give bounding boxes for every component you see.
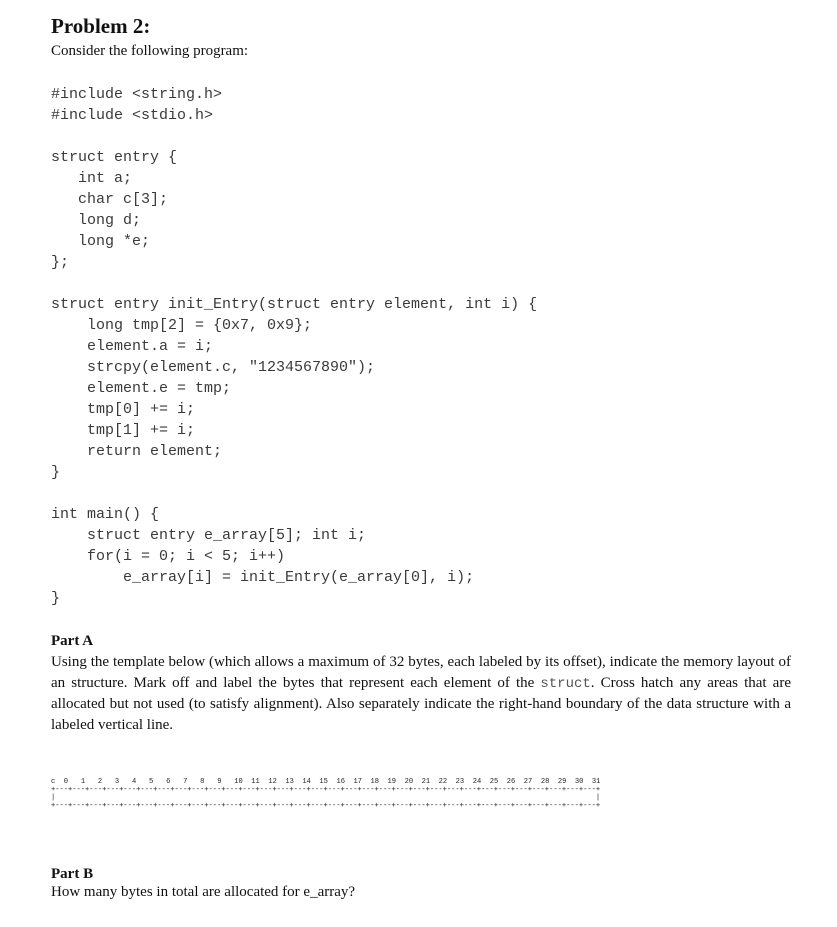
- byte-offset-label: 13: [285, 778, 294, 786]
- byte-offset-label: 2: [97, 778, 103, 786]
- byte-offset-label: 0: [63, 778, 69, 786]
- code-line: strcpy(element.c, "1234567890");: [51, 359, 376, 376]
- byte-offset-label: 18: [370, 778, 380, 786]
- code-line: #include <string.h>: [51, 86, 223, 103]
- part-b-heading: Part B: [51, 866, 94, 882]
- part-a-instructions: [51, 652, 791, 735]
- byte-offset-label: 1: [80, 778, 86, 786]
- code-listing: [51, 84, 537, 609]
- code-line: element.e = tmp;: [51, 380, 232, 397]
- code-line: #include <stdio.h>: [51, 107, 214, 124]
- code-line: }: [51, 464, 61, 481]
- byte-offset-label: 24: [472, 778, 482, 786]
- byte-offset-label: 3: [114, 778, 120, 786]
- byte-offset-label: 4: [131, 778, 137, 786]
- template-border: +---+---+---+---+---+---+---+---+---+---+---+---+---+---+---+---+---+---+---+---+---+---+---+---+---+---+---+---+---+---+---+---+: [51, 786, 601, 794]
- code-line: long d;: [51, 212, 142, 229]
- problem-title: Problem 2:: [51, 14, 151, 38]
- code-line: long *e;: [51, 233, 151, 250]
- problem-intro: Consider the following program:: [51, 43, 249, 59]
- struct-keyword: struct: [540, 675, 591, 692]
- byte-offset-label: 9: [217, 778, 222, 786]
- byte-offset-label: 17: [353, 778, 362, 786]
- byte-offset-label: 25: [489, 778, 499, 786]
- template-border: +---+---+---+---+---+---+---+---+---+---+---+---+---+---+---+---+---+---+---+---+---+---+---+---+---+---+---+---+---+---+---+---+: [51, 802, 601, 810]
- byte-offset-label: 7: [183, 778, 188, 786]
- byte-offset-label: 11: [251, 778, 260, 786]
- code-line: char c[3];: [51, 191, 169, 208]
- template-cell-row: | |: [51, 794, 601, 802]
- byte-offset-label: 26: [506, 778, 516, 786]
- offset-prefix: c: [51, 778, 56, 786]
- code-line: struct entry init_Entry(struct entry element, int i) {: [51, 296, 538, 313]
- byte-offset-label: 27: [523, 778, 533, 786]
- byte-offset-label: 31: [591, 778, 601, 786]
- code-line: }: [51, 590, 61, 607]
- code-line: };: [51, 254, 70, 271]
- code-line: tmp[0] += i;: [51, 401, 196, 418]
- byte-offset-label: 23: [455, 778, 465, 786]
- byte-offset-label: 20: [404, 778, 414, 786]
- part-a-heading: Part A: [51, 633, 94, 649]
- memory-layout-template: [51, 778, 600, 810]
- byte-offset-label: 5: [149, 778, 154, 786]
- code-line: e_array[i] = init_Entry(e_array[0], i);: [51, 569, 475, 586]
- part-a-text-after: . Cross hatch any areas that are allocated but not used (to satisfy alignment). Also separately indicate the right-hand boundary of the data structure with a labeled vertical line.: [51, 674, 791, 733]
- byte-offset-label: 8: [200, 778, 205, 786]
- code-line: int main() {: [51, 506, 160, 523]
- byte-offset-label: 6: [166, 778, 171, 786]
- byte-offset-label: 19: [387, 778, 397, 786]
- byte-offset-label: 14: [302, 778, 311, 786]
- code-line: for(i = 0; i < 5; i++): [51, 548, 286, 565]
- code-line: element.a = i;: [51, 338, 214, 355]
- code-line: struct entry e_array[5]; int i;: [51, 527, 367, 544]
- byte-offset-label: 15: [319, 778, 328, 786]
- part-b-question: How many bytes in total are allocated for e_array?: [51, 884, 356, 900]
- code-line: int a;: [51, 170, 133, 187]
- part-a-text-before: Using the template below (which allows a maximum of 32 bytes, each labeled by its offset), indicate the memory layout of an structure. Mark off and label the bytes that represent each element of the: [51, 654, 791, 691]
- byte-offset-label: 30: [574, 778, 584, 786]
- byte-offset-label: 28: [540, 778, 550, 786]
- byte-offset-label: 10: [234, 778, 243, 786]
- byte-offset-label: 12: [268, 778, 277, 786]
- byte-offset-label: 16: [336, 778, 345, 786]
- code-line: tmp[1] += i;: [51, 422, 196, 439]
- code-line: long tmp[2] = {0x7, 0x9};: [51, 317, 313, 334]
- byte-offset-label: 29: [557, 778, 567, 786]
- code-line: return element;: [51, 443, 223, 460]
- byte-offset-label: 21: [421, 778, 431, 786]
- byte-offset-label: 22: [438, 778, 448, 786]
- code-line: struct entry {: [51, 149, 178, 166]
